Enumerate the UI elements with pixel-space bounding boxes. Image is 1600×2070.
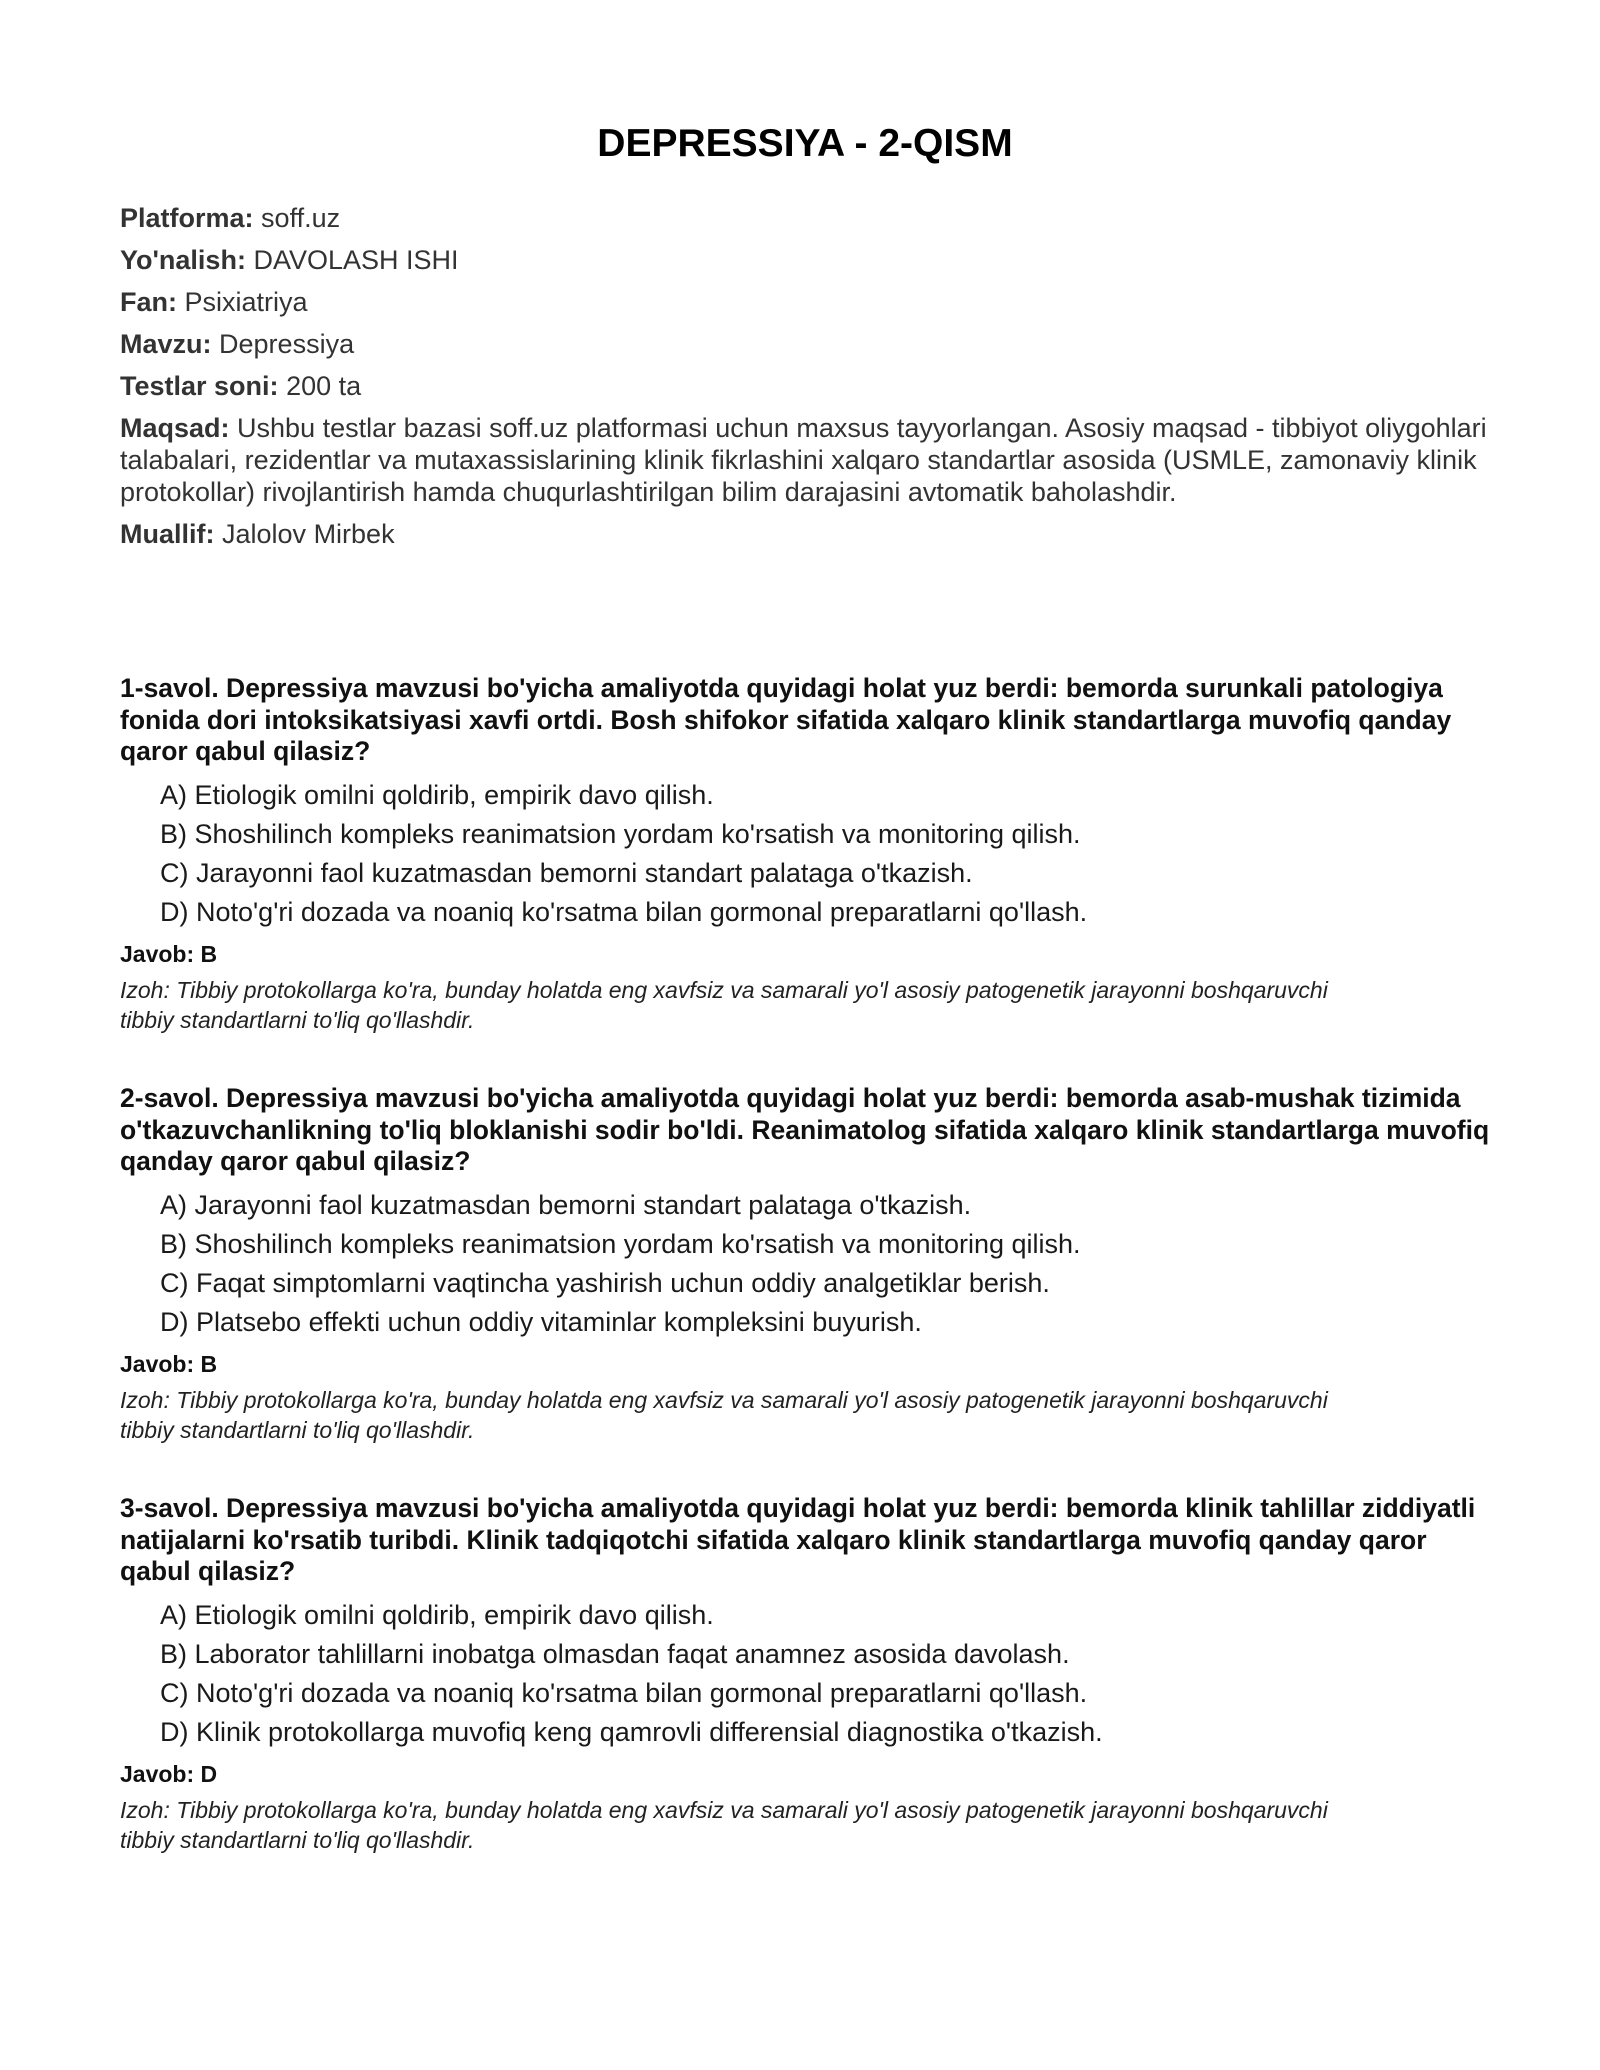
question-text: 1-savol. Depressiya mavzusi bo'yicha amaliyotda quyidagi holat yuz berdi: bemorda surunkali patologiya fonida dori intoksikatsiyasi xavfi ortdi. Bosh shifokor sifatida xalqaro klinik standartlarga muvofiq qanday qaror qabul qilasiz? xyxy=(120,673,1452,766)
answer-explanation: Izoh: Tibbiy protokollarga ko'ra, bunday holatda eng xavfsiz va samarali yo'l asosiy patogenetik jarayonni boshqaruvchi tibbiy standartlarni to'liq qo'llashdir. xyxy=(120,1796,1328,1853)
answer-explanation: Izoh: Tibbiy protokollarga ko'ra, bunday holatda eng xavfsiz va samarali yo'l asosiy patogenetik jarayonni boshqaruvchi tibbiy standartlarni to'liq qo'llashdir. xyxy=(120,976,1328,1033)
answer-option: D) Klinik protokollarga muvofiq keng qamrovli differensial diagnostika o'tkazish. xyxy=(160,1716,1103,1747)
meta-value: soff.uz xyxy=(261,203,341,233)
answer-option: A) Etiologik omilni qoldirib, empirik davo qilish. xyxy=(160,779,714,810)
meta-label: Mavzu: xyxy=(120,329,212,359)
correct-answer: Javob: D xyxy=(120,1760,218,1787)
page-title: DEPRESSIYA - 2-QISM xyxy=(597,122,1013,165)
meta-label: Testlar soni: xyxy=(120,371,279,401)
meta-purpose xyxy=(120,412,1490,508)
question-item xyxy=(120,1493,1490,1903)
answer-option: C) Faqat simptomlarni vaqtincha yashirish uchun oddiy analgetiklar berish. xyxy=(160,1267,1050,1298)
answer-option: C) Jarayonni faol kuzatmasdan bemorni standart palataga o'tkazish. xyxy=(160,857,973,888)
document-meta xyxy=(120,202,1490,560)
answer-options xyxy=(120,1599,1490,1748)
question-text: 2-savol. Depressiya mavzusi bo'yicha amaliyotda quyidagi holat yuz berdi: bemorda asab-mushak tizimida o'tkazuvchanlikning to'liq bloklanishi sodir bo'ldi. Reanimatolog sifatida xalqaro klinik standartlarga muvofiq qanday qaror qabul qilasiz? xyxy=(120,1083,1490,1176)
answer-option: D) Platsebo effekti uchun oddiy vitaminlar kompleksini buyurish. xyxy=(160,1306,922,1337)
meta-label: Muallif: xyxy=(120,519,215,549)
answer-option: C) Noto'g'ri dozada va noaniq ko'rsatma bilan gormonal preparatlarni qo'llash. xyxy=(160,1677,1088,1708)
meta-value: DAVOLASH ISHI xyxy=(253,245,459,275)
answer-option: B) Shoshilinch kompleks reanimatsion yordam ko'rsatish va monitoring qilish. xyxy=(160,818,1081,849)
answer-option: B) Laborator tahlillarni inobatga olmasdan faqat anamnez asosida davolash. xyxy=(160,1638,1070,1669)
meta-label: Yo'nalish: xyxy=(120,245,246,275)
meta-value: Ushbu testlar bazasi soff.uz platformasi uchun maxsus tayyorlangan. Asosiy maqsad - tibbiyot oliygohlari talabalari, rezidentlar va mutaxassislarining klinik fikrlashini xalqaro standartlar asosida (USMLE, zamonaviy klinik protokollar) rivojlantirish hamda chuqurlashtirilgan bilim darajasini avtomatik baholashdir. xyxy=(120,413,1487,507)
meta-direction xyxy=(120,244,1490,276)
answer-option: A) Jarayonni faol kuzatmasdan bemorni standart palataga o'tkazish. xyxy=(160,1189,972,1220)
meta-label: Maqsad: xyxy=(120,413,230,443)
answer-option: B) Shoshilinch kompleks reanimatsion yordam ko'rsatish va monitoring qilish. xyxy=(160,1228,1081,1259)
meta-value: Psixiatriya xyxy=(184,287,308,317)
meta-label: Fan: xyxy=(120,287,177,317)
answer-option: D) Noto'g'ri dozada va noaniq ko'rsatma bilan gormonal preparatlarni qo'llash. xyxy=(160,896,1088,927)
answer-explanation: Izoh: Tibbiy protokollarga ko'ra, bunday holatda eng xavfsiz va samarali yo'l asosiy patogenetik jarayonni boshqaruvchi tibbiy standartlarni to'liq qo'llashdir. xyxy=(120,1386,1328,1443)
meta-value: Depressiya xyxy=(219,329,355,359)
question-list xyxy=(120,673,1490,1903)
question-item xyxy=(120,1083,1490,1493)
question-item xyxy=(120,673,1490,1083)
meta-author xyxy=(120,518,1490,550)
correct-answer: Javob: B xyxy=(120,940,218,967)
answer-options xyxy=(120,1189,1490,1338)
meta-subject xyxy=(120,286,1490,318)
meta-test-count xyxy=(120,370,1490,402)
meta-label: Platforma: xyxy=(120,203,254,233)
meta-value: 200 ta xyxy=(286,371,362,401)
answer-option: A) Etiologik omilni qoldirib, empirik davo qilish. xyxy=(160,1599,714,1630)
meta-value: Jalolov Mirbek xyxy=(222,519,395,549)
meta-platform xyxy=(120,202,1490,234)
correct-answer: Javob: B xyxy=(120,1350,218,1377)
answer-options xyxy=(120,779,1490,928)
meta-topic xyxy=(120,328,1490,360)
question-text: 3-savol. Depressiya mavzusi bo'yicha amaliyotda quyidagi holat yuz berdi: bemorda klinik tahlillar ziddiyatli natijalarni ko'rsatib turibdi. Klinik tadqiqotchi sifatida xalqaro klinik standartlarga muvofiq qanday qaror qabul qilasiz? xyxy=(120,1493,1476,1586)
